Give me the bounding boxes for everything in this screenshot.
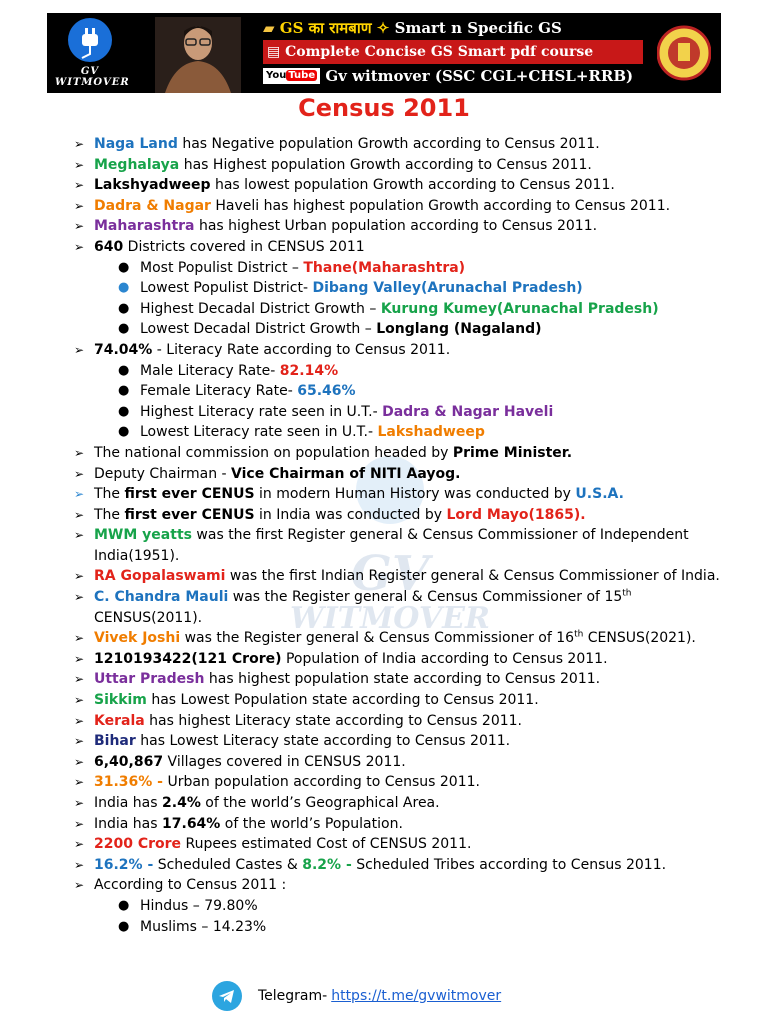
list-item-text: Lord Mayo(1865). [446,506,586,523]
brand-logo [55,18,130,88]
list-item-text: Kurung Kumey(Arunachal Pradesh) [380,300,659,317]
list-item [74,402,734,423]
arrow-bullet-icon: ➢ [74,672,85,687]
list-item-text: 16.2% - [94,856,154,873]
ssc-emblem-icon [657,21,711,85]
list-item-text: was the Register general & Census Commissioner of 15 [228,589,623,606]
list-item [74,422,734,443]
arrow-bullet-icon: ➢ [74,445,85,460]
list-item-text: Deputy Chairman - [94,465,232,482]
list-item-text: 17.64% [162,815,221,832]
bullet-dot-icon: ● [118,300,130,316]
list-item-text: Bihar [94,733,136,750]
list-item [74,443,734,464]
list-item [74,587,734,628]
list-item-text: of the world’s Geographical Area. [200,795,440,811]
bullet-dot-icon: ● [118,362,130,378]
arrow-bullet-icon: ➢ [74,157,85,172]
list-item-text: Scheduled Castes & [153,856,303,873]
arrow-bullet-icon: ➢ [74,487,85,502]
svg-text:GV: GV [350,546,430,602]
census-facts-list [74,134,734,937]
list-item-text: Meghalaya [94,156,180,173]
list-item-text: th [574,629,584,640]
telegram-link[interactable]: https://t.me/gvwitmover [331,988,502,1004]
list-item-text: Villages covered in CENSUS 2011. [163,753,406,770]
list-item [74,484,734,505]
list-item-text: has highest population state according to Census 2011. [204,671,601,688]
list-item [74,793,734,814]
arrow-bullet-icon: ➢ [74,878,85,893]
list-item [74,299,734,320]
arrow-bullet-icon: ➢ [74,239,85,254]
document-icon: ▤ [267,44,281,60]
list-item-text: 65.46% [297,383,356,400]
list-item-text: C. Chandra Mauli [94,589,229,606]
list-item [74,690,734,711]
svg-text:WITMOVER: WITMOVER [290,601,490,636]
list-item-text: of the world’s Population. [220,815,403,832]
list-item-text: first ever CENUS [124,506,255,523]
arrow-bullet-icon: ➢ [74,754,85,769]
list-item-text: Highest Decadal District Growth – [140,300,381,317]
list-item-text: has highest Literacy state according to Census 2011. [144,712,522,729]
list-item-text: Districts covered in CENSUS 2011 [123,238,365,255]
arrow-bullet-icon: ➢ [74,178,85,193]
list-item-text: Female Literacy Rate- [140,383,298,400]
arrow-bullet-icon: ➢ [74,857,85,872]
list-item-text: According to Census 2011 : [94,877,287,894]
logo-text: GV WITMOVER [55,66,130,88]
list-item-text: has Highest population Growth according to Census 2011. [179,156,592,173]
list-item [74,669,734,690]
list-item-text: The [94,486,125,503]
list-item-text: was the first Indian Register general & Census Commissioner of India. [225,568,720,585]
bullet-dot-icon: ● [118,403,130,419]
list-item [74,505,734,526]
list-item-text: 1210193422(121 Crore) [94,650,282,667]
list-item-text: Vice Chairman of NITI Aayog. [231,465,461,482]
list-item [74,752,734,773]
bullet-dot-icon: ● [118,897,130,913]
list-item-text: Dadra & Nagar Haveli [382,403,554,420]
footer [212,980,501,1012]
banner-line-3: You Tube Gv witmover (SSC CGL+CHSL+RRB) [263,64,643,88]
arrow-bullet-icon: ➢ [74,796,85,810]
list-item-text: Naga Land [94,136,178,152]
bullet-dot-icon: ● [118,383,130,399]
list-item-text: Hindus – 79.80% [140,897,258,914]
list-item-text: The national commission on population headed by [94,444,453,461]
list-item-text: first ever CENUS [124,486,255,503]
list-item-text: Lowest Populist District- [140,280,313,297]
list-item-text: has Negative population Growth according to Census 2011. [177,136,600,152]
list-item-text: CENSUS(2011). [94,609,203,626]
list-item-text: 82.14% [279,362,339,379]
list-item-text: Haveli has highest population Growth according to Census 2011. [210,197,671,214]
list-item-text: was the first Register general & Census Commissioner of Independent India(1951). [94,527,689,564]
arrow-bullet-icon: ➢ [74,528,85,543]
list-item-text: Thane(Maharashtra) [303,259,466,276]
wand-icon: ✧ [376,19,390,37]
list-item-text: Most Populist District – [140,259,304,276]
list-item-text: Lowest Literacy rate seen in U.T.- [140,424,378,441]
telegram-label: Telegram- [258,988,328,1004]
presenter-photo [155,17,241,93]
list-item-text: Maharashtra [94,218,195,235]
list-item-text: Dadra & Nagar [94,197,211,214]
page-title: Census 2011 [298,94,470,122]
list-item-text: 2200 Crore [94,836,182,853]
list-item-text: was the Register general & Census Commissioner of 16 [180,630,575,647]
arrow-bullet-icon: ➢ [74,219,85,234]
arrow-bullet-icon: ➢ [74,507,85,522]
list-item-text: Longlang (Nagaland) [376,321,542,338]
plug-icon [68,18,112,62]
list-item [74,258,734,279]
list-item [74,855,734,876]
list-item [74,155,734,176]
list-item-text: Dibang Valley(Arunachal Pradesh) [312,280,583,297]
list-item [74,278,734,299]
header-banner [47,13,721,93]
folder-icon: ▰ [263,19,275,37]
list-item-text: Highest Literacy rate seen in U.T.- [140,403,383,420]
list-item-text: 31.36% - [94,774,163,791]
list-item-text: has highest Urban population according to Census 2011. [194,218,598,235]
list-item-text: Rupees estimated Cost of CENSUS 2011. [181,836,472,853]
list-item [74,381,734,402]
list-item-text: 640 [94,238,124,255]
list-item [74,361,734,382]
list-item [74,196,734,217]
list-item [74,319,734,340]
arrow-bullet-icon: ➢ [74,590,85,605]
list-item-text: Urban population according to Census 2011. [163,774,480,791]
list-item-text: has lowest population Growth according to Census 2011. [210,177,615,194]
list-item-text: MWM yeatts [94,527,192,544]
list-item [74,834,734,855]
arrow-bullet-icon: ➢ [74,837,85,852]
list-item-text: The [94,506,125,523]
list-item [74,216,734,237]
arrow-bullet-icon: ➢ [74,631,85,646]
banner-text [263,16,643,88]
list-item-text: Kerala [94,712,145,729]
list-item [74,875,734,896]
list-item-text: Muslims – 14.23% [140,918,267,935]
list-item-text: th [622,588,632,599]
list-item [74,464,734,485]
list-item [74,814,734,835]
list-item-text: Male Literacy Rate- [140,362,280,379]
list-item [74,731,734,752]
list-item-text: has Lowest Literacy state according to Census 2011. [135,733,511,750]
banner-line-2: ▤ Complete Concise GS Smart pdf course [263,40,643,64]
arrow-bullet-icon: ➢ [74,466,85,481]
list-item [74,340,734,361]
list-item [74,566,734,587]
list-item-text: - Literacy Rate according to Census 2011. [152,341,451,358]
list-item [74,772,734,793]
arrow-bullet-icon: ➢ [74,713,85,728]
list-item-text: CENSUS(2021). [583,630,696,647]
list-item-text: Population of India according to Census 2011. [281,650,608,667]
list-item [74,649,734,670]
list-item-text: Lakshadweep [377,424,485,441]
list-item [74,525,734,566]
list-item-text: Uttar Pradesh [94,671,205,688]
list-item-text: Scheduled Tribes according to Census 2011. [351,856,667,873]
list-item-text: has Lowest Population state according to Census 2011. [146,692,539,709]
arrow-bullet-icon: ➢ [74,198,85,213]
arrow-bullet-icon: ➢ [74,137,85,151]
bullet-dot-icon: ● [118,259,130,275]
list-item-text: U.S.A. [575,486,624,503]
arrow-bullet-icon: ➢ [74,734,85,749]
list-item-text: in modern Human History was conducted by [254,486,576,503]
list-item [74,628,734,649]
list-item-text: Vivek Joshi [94,630,181,647]
list-item-text: 2.4% [162,795,201,811]
list-item [74,134,734,155]
arrow-bullet-icon: ➢ [74,569,85,584]
bullet-dot-icon: ● [118,918,130,934]
list-item [74,711,734,732]
telegram-icon[interactable] [212,981,242,1011]
youtube-icon: You Tube [263,68,320,84]
list-item [74,237,734,258]
list-item-text: in India was conducted by [254,506,447,523]
bullet-dot-icon: ● [118,280,130,296]
list-item-text: 6,40,867 [94,753,164,770]
list-item-text: India has [94,795,163,811]
list-item [74,175,734,196]
list-item [74,896,734,917]
arrow-bullet-icon: ➢ [74,693,85,708]
list-item-text: 8.2% - [302,856,352,873]
list-item-text: Sikkim [94,692,147,709]
list-item-text: India has [94,815,163,832]
arrow-bullet-icon: ➢ [74,775,85,790]
arrow-bullet-icon: ➢ [74,816,85,831]
arrow-bullet-icon: ➢ [74,342,85,357]
list-item [74,917,734,938]
list-item-text: Lowest Decadal District Growth – [140,321,377,338]
bullet-dot-icon: ● [118,321,130,337]
list-item-text: RA Gopalaswami [94,568,226,585]
arrow-bullet-icon: ➢ [74,651,85,666]
banner-line-1: ▰ GS का रामबाण ✧ Smart n Specific GS [263,19,562,37]
bullet-dot-icon: ● [118,424,130,440]
list-item-text: 74.04% [94,341,153,358]
list-item-text: Prime Minister. [452,444,573,461]
list-item-text: Lakshyadweep [94,177,211,194]
